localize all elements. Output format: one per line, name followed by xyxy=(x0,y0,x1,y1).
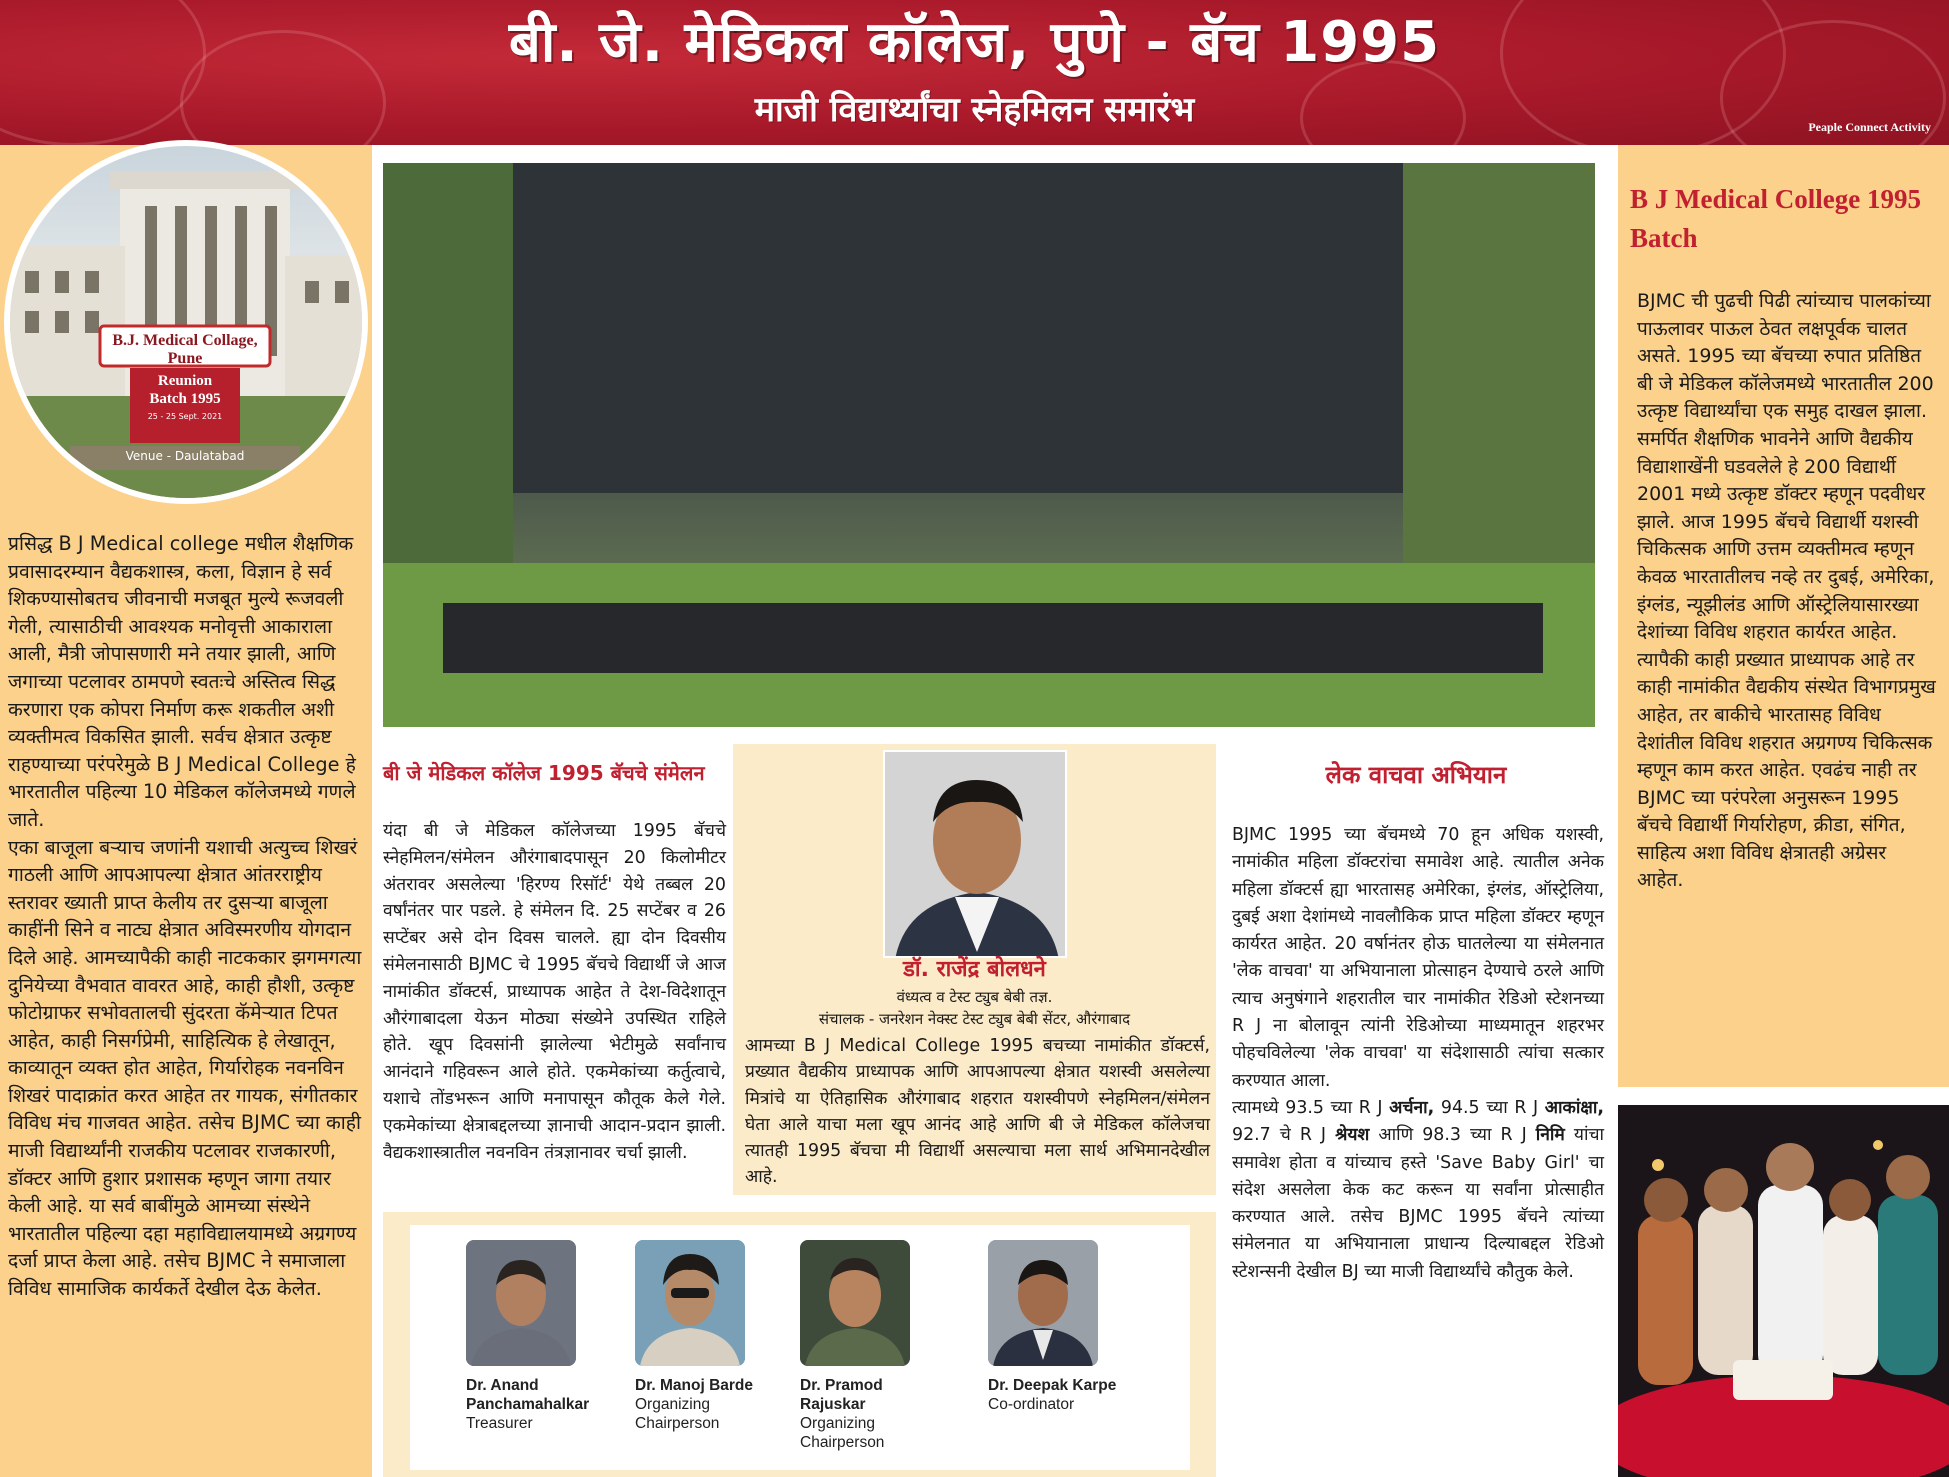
group-photo-illustration xyxy=(383,163,1595,727)
rj-name: श्रेयश xyxy=(1335,1125,1370,1146)
logo-batch: Batch 1995 xyxy=(149,391,221,407)
rj-name: निमि xyxy=(1535,1125,1565,1146)
profile-photo xyxy=(883,750,1067,958)
organizer-role: Treasurer xyxy=(466,1415,533,1432)
profile-name: डॉ. राजेंद्र बोलधने xyxy=(903,957,1046,982)
organizer-card xyxy=(800,1240,945,1452)
rj-name: आकांक्षा, xyxy=(1544,1097,1604,1118)
page-title: बी. जे. मेडिकल कॉलेज, पुणे - बॅच 1995 xyxy=(508,10,1441,75)
organizer-role-line2: Chairperson xyxy=(800,1434,885,1451)
organizer-role-line2: Chairperson xyxy=(635,1415,720,1432)
organizer-name: Dr. Anand xyxy=(466,1377,539,1394)
group-photo xyxy=(383,163,1595,727)
cake-photo-illustration xyxy=(1618,1105,1949,1477)
college-building-image xyxy=(10,146,362,498)
organizer-card xyxy=(988,1240,1133,1414)
college-logo-circle xyxy=(4,140,368,504)
organizer-role: Co-ordinator xyxy=(988,1396,1075,1413)
organizer-avatar-icon xyxy=(466,1240,576,1366)
left-article-para-1: प्रसिद्ध B J Medical college मधील शैक्षणिक प्रवासादरम्यान वैद्यकशास्त्र, कला, विज्ञान हे सर्व शिकण्यासोबतच जीवनाची मजबूत मुल्ये रूजवली गेली, त्यासाठीची आवश्यक मनोवृत्ती आकाराला आली, मैत्री जोपासणारी मने तयार झाली, आणि जगाच्या पटलावर ठामपणे स्वतःचे अस्तित्व सिद्ध करणारा एक कोपरा निर्माण करू शकतील अशी व्यक्तीमत्व विकसित झाली. सर्वच क्षेत्रात उत्कृष्ट राहण्याच्या परंपरेमुळे B J Medical College हे भारतातील पहिल्या 10 मेडिकल कॉलेजमध्ये गणले जाते. xyxy=(8,532,356,831)
right-article-title: B J Medical College 1995 Batch xyxy=(1630,184,1921,253)
college-building-icon xyxy=(10,146,362,498)
organizer-avatar-icon xyxy=(635,1240,745,1366)
organizer-name: Dr. Manoj Barde xyxy=(635,1377,753,1394)
lek-vachva-article xyxy=(1232,822,1604,1286)
lek-text-segment: यांचा समावेश होता व यांच्याच हस्ते 'Save Baby Girl' चा संदेश असलेला केक कट करून या सर्वांना प्रोत्साहीत करण्यात आले. तसेच BJMC 1995 बॅचने त्यांच्या संमेलनात या अभियानाला प्राधान्य दिल्याबद्दल रेडिओ स्टेशन्सनी देखील BJ च्या माजी विद्यार्थ्यांचे कौतुक केले. xyxy=(1232,1125,1604,1282)
organizer-name: Dr. Pramod Rajuskar xyxy=(800,1377,883,1413)
organizer-role: Organizing xyxy=(800,1415,875,1432)
profile-designation: संचालक - जनरेशन नेक्स्ट टेस्ट ट्युब बेबी सेंटर, औरंगाबाद xyxy=(818,1010,1131,1028)
logo-venue: Venue - Daulatabad xyxy=(125,449,245,463)
lek-text-segment: आणि 98.3 च्या R J xyxy=(1369,1125,1536,1146)
cake-cutting-photo xyxy=(1618,1105,1949,1477)
profile-portrait-icon xyxy=(885,752,1067,958)
organizer-photo xyxy=(466,1240,576,1366)
organizer-photo xyxy=(635,1240,745,1366)
lek-vachva-heading: लेक वाचवा अभियान xyxy=(1325,761,1507,789)
organizer-avatar-icon xyxy=(988,1240,1098,1366)
logo-dates: 25 - 25 Sept. 2021 xyxy=(147,412,223,421)
middle-article-text: यंदा बी जे मेडिकल कॉलेजच्या 1995 बॅचचे स्नेहमिलन/संमेलन औरंगाबादपासून 20 किलोमीटर अंतरावर असलेल्या 'हिरण्य रिसॉर्ट' येथे तब्बल 20 वर्षांनंतर पार पडले. हे संमेलन दि. 25 सप्टेंबर व 26 सप्टेंबर असे दोन दिवस चालले. ह्या दोन दिवसीय संमेलनासाठी BJMC चे 1995 बॅचचे विद्यार्थी जे आज नामांकीत डॉक्टर्स, प्राध्यापक आहेत ते देश-विदेशातून औरंगाबादला येऊन मोठ्या संख्येने उपस्थित राहिले होते. खूप दिवसांनी झालेल्या भेटीमुळे सर्वांनाच आनंदाने गहिवरून आले होते. एकमेकांच्या कर्तुत्वाचे, यशाचे तोंडभरून आणि मनापासून कौतूक केले गेले. एकमेकांच्या क्षेत्राबद्दलच्या ज्ञानाची आदान-प्रदान झाली. वैद्यकशास्त्रातील नवनविन तंत्रज्ञानावर चर्चा झाली. xyxy=(383,821,726,1163)
activity-tag: Peaple Connect Activity xyxy=(1808,120,1931,134)
right-article-text: BJMC ची पुढची पिढी त्यांच्याच पालकांच्या पाऊलावर पाऊल ठेवत लक्षपूर्वक चालत असते. 1995 च्या बॅचच्या रुपात प्रतिष्ठित बी जे मेडिकल कॉलेजमध्ये भारतातील 200 उत्कृष्ट विद्यार्थ्यांचा एक समुह दाखल झाला. समर्पित शैक्षणिक भावनेने आणि वैद्यकीय विद्याशाखेंनी घडवलेले हे 200 विद्यार्थी 2001 मध्ये उत्कृष्ट डॉक्टर म्हणून पदवीधर झाले. आज 1995 बॅचचे विद्यार्थी यशस्वी चिकित्सक आणि उत्तम व्यक्तीमत्व म्हणून केवळ भारतातीलच नव्हे तर दुबई, अमेरिका, इंग्लंड, न्यूझीलंड आणि ऑस्ट्रेलियासारख्या देशांच्या विविध शहरात कार्यरत आहेत. त्यापैकी काही प्रख्यात प्राध्यापक आहे तर काही नामांकीत वैद्यकीय संस्थेत विभागप्रमुख आहेत, तर बाकीचे भारतासह विविध देशांतील विविध शहरात अग्रगण्य चिकित्सक म्हणून काम करत आहेत. एवढंच नाही तर BJMC च्या परंपरेला अनुसरून 1995 बॅचचे विद्यार्थी गिर्यारोहण, क्रीडा, संगित, साहित्य अशा विविध क्षेत्रातही अग्रेसर आहेत. xyxy=(1637,290,1936,892)
organizer-role: Organizing xyxy=(635,1396,710,1413)
lek-para-2 xyxy=(1232,1095,1604,1286)
organizer-card xyxy=(635,1240,780,1433)
rj-name: अर्चना, xyxy=(1389,1097,1435,1118)
organizer-photo xyxy=(800,1240,910,1366)
organizer-avatar-icon xyxy=(800,1240,910,1366)
logo-college-name: B.J. Medical Collage, Pune xyxy=(112,332,258,367)
organizer-card xyxy=(466,1240,611,1433)
organizer-name: Dr. Deepak Karpe xyxy=(988,1377,1117,1394)
organizer-photo xyxy=(988,1240,1098,1366)
middle-article-heading: बी जे मेडिकल कॉलेज 1995 बॅचचे संमेलन xyxy=(383,761,705,785)
lek-text-segment: त्यामध्ये 93.5 च्या R J xyxy=(1232,1097,1390,1118)
logo-reunion: Reunion xyxy=(157,373,213,389)
page-subtitle: माजी विद्यार्थ्यांचा स्नेहमिलन समारंभ xyxy=(754,90,1195,130)
left-article-para-2: एका बाजूला बऱ्याच जणांनी यशाची अत्युच्च शिखरं गाठली आणि आपआपल्या क्षेत्रात आंतरराष्ट्रीय स्तरावर ख्याती प्राप्त केलीय तर दुसऱ्या बाजूला काहींनी सिने व नाट्य क्षेत्रात अविस्मरणीय योगदान दिले आहे. आमच्यापैकी काही नाटककार झगमगत्या दुनियेच्या वैभवात वावरत आहे, काही हौशी, उत्कृष्ट फोटोग्राफर सभोवतालची सुंदरता कॅमेऱ्यात टिपत आहेत, काही निसर्गप्रेमी, साहित्यिक हे लेखातून, काव्यातून व्यक्त होत आहेत, गिर्यारोहक नवनविन शिखरं पादाक्रांत करत आहेत तर गायक, संगीतकार विविध मंच गाजवत आहेत. तसेच BJMC च्या काही माजी विद्यार्थ्यांनी राजकीय पटलावर राजकारणी, डॉक्टर आणि हुशार प्रशासक म्हणून जागा तयार केली आहे. या सर्व बाबींमुळे आमच्या संस्थेने भारतातील पहिल्या दहा महाविद्यालयामध्ये अग्रगण्य दर्जा प्राप्त केला आहे. तसेच BJMC ने समाजाला विविध सामाजिक कार्यकर्ते देखील देऊ केलेत. xyxy=(8,835,362,1301)
lek-para-1: BJMC 1995 च्या बॅचमध्ये 70 हून अधिक यशस्वी, नामांकीत महिला डॉक्टरांचा समावेश आहे. त्यातील अनेक महिला डॉक्टर्स ह्या भारतासह अमेरिका, इंग्लंड, ऑस्ट्रेलिया, दुबई अशा देशांमध्ये नावलौकिक प्राप्त महिला डॉक्टर म्हणून कार्यरत आहेत. 20 वर्षानंतर होऊ घातलेल्या या संमेलनात 'लेक वाचवा' या अभियानाला प्रोत्साहन देण्याचे ठरले आणि त्याच अनुषंगाने शहरातील चार नामांकीत रेडिओ स्टेशनच्या R J ना बोलावून त्यांनी रेडिओच्या माध्यमातून शहरभर पोहचविलेल्या 'लेक वाचवा' या संदेशासाठी त्यांचा सत्कार करण्यात आला. xyxy=(1232,825,1604,1091)
organizer-name-line2: Panchamahalkar xyxy=(466,1396,590,1413)
lek-text-segment: 92.7 चे R J xyxy=(1232,1125,1336,1146)
profile-role: वंध्यत्व व टेस्ट ट्युब बेबी तज्ञ. xyxy=(896,988,1053,1006)
profile-quote: आमच्या B J Medical College 1995 बचच्या नामांकीत डॉक्टर्स, प्रख्यात वैद्यकीय प्राध्यापक आणि आपआपल्या क्षेत्रात यशस्वी असलेल्या मित्रांचे या ऐतिहासिक औरंगाबाद शहरात यशस्वीपणे स्नेहमिलन/संमेलन घेता आले याचा मला खूप आनंद आहे आणि बी जे मेडिकल कॉलेजचा त्यातही 1995 बॅचचा मी विद्यार्थी असल्याचा मला सार्थ अभिमानदेखील आहे. xyxy=(745,1036,1210,1188)
left-article xyxy=(8,530,363,1303)
lek-text-segment: 94.5 च्या R J xyxy=(1434,1097,1545,1118)
